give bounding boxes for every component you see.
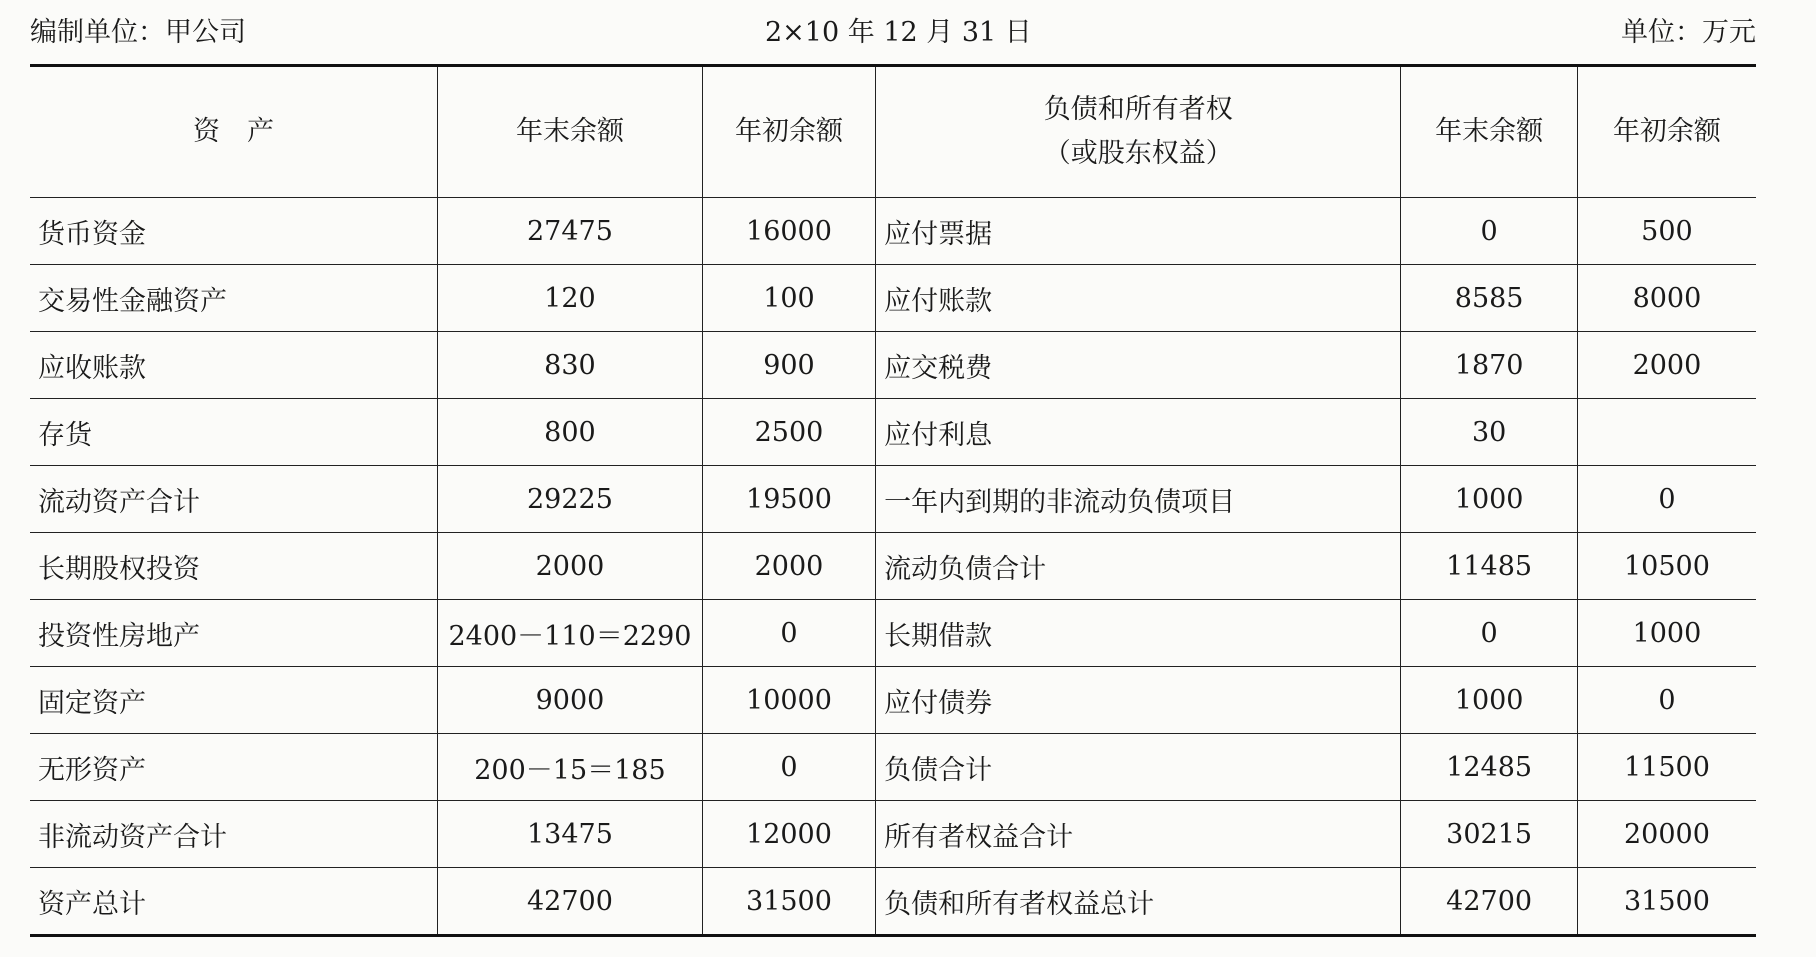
liability-name: 应付债券 <box>876 667 1401 734</box>
header-liabilities-equity <box>876 66 1401 198</box>
table-row <box>30 868 1756 936</box>
currency-unit: 单位：万元 <box>1621 17 1756 48</box>
liability-begin-balance: 1000 <box>1577 600 1756 667</box>
liability-end-balance: 0 <box>1401 600 1577 667</box>
liability-end-balance: 42700 <box>1401 868 1577 936</box>
asset-end-balance: 29225 <box>438 466 703 533</box>
liability-begin-balance: 10500 <box>1577 533 1756 600</box>
liability-name: 应付利息 <box>876 399 1401 466</box>
asset-end-balance: 9000 <box>438 667 703 734</box>
asset-end-balance: 13475 <box>438 801 703 868</box>
header-begin-balance-2: 年初余额 <box>1577 66 1756 198</box>
liability-begin-balance: 20000 <box>1577 801 1756 868</box>
asset-name: 交易性金融资产 <box>30 265 438 332</box>
liability-begin-balance: 8000 <box>1577 265 1756 332</box>
asset-end-balance: 42700 <box>438 868 703 936</box>
liability-name: 负债合计 <box>876 734 1401 801</box>
document-header <box>30 10 1756 52</box>
asset-end-balance: 27475 <box>438 198 703 265</box>
header-end-balance: 年末余额 <box>438 66 703 198</box>
asset-begin-balance: 31500 <box>702 868 875 936</box>
header-assets: 资 产 <box>30 66 438 198</box>
asset-name: 固定资产 <box>30 667 438 734</box>
liability-end-balance: 30 <box>1401 399 1577 466</box>
liability-begin-balance: 2000 <box>1577 332 1756 399</box>
liability-begin-balance <box>1577 399 1756 466</box>
report-date: 2×10 年 12 月 31 日 <box>765 17 1032 48</box>
liability-name: 应付票据 <box>876 198 1401 265</box>
asset-name: 资产总计 <box>30 868 438 936</box>
asset-end-balance: 2400－110＝2290 <box>438 600 703 667</box>
liability-name: 一年内到期的非流动负债项目 <box>876 466 1401 533</box>
asset-begin-balance: 0 <box>702 734 875 801</box>
liability-begin-balance: 0 <box>1577 466 1756 533</box>
table-row <box>30 667 1756 734</box>
liability-end-balance: 12485 <box>1401 734 1577 801</box>
header-end-balance-2: 年末余额 <box>1401 66 1577 198</box>
table-row <box>30 533 1756 600</box>
asset-end-balance: 800 <box>438 399 703 466</box>
table-row <box>30 198 1756 265</box>
asset-begin-balance: 900 <box>702 332 875 399</box>
table-row <box>30 265 1756 332</box>
balance-sheet-table <box>30 64 1756 937</box>
liability-name: 所有者权益合计 <box>876 801 1401 868</box>
liability-name: 负债和所有者权益总计 <box>876 868 1401 936</box>
header-liabilities-line2: （或股东权益） <box>1043 138 1233 169</box>
asset-begin-balance: 10000 <box>702 667 875 734</box>
liability-name: 流动负债合计 <box>876 533 1401 600</box>
table-row <box>30 801 1756 868</box>
liability-begin-balance: 11500 <box>1577 734 1756 801</box>
table-row <box>30 466 1756 533</box>
liability-end-balance: 30215 <box>1401 801 1577 868</box>
asset-begin-balance: 19500 <box>702 466 875 533</box>
header-liabilities-line1: 负债和所有者权 <box>1043 94 1233 125</box>
liability-end-balance: 1870 <box>1401 332 1577 399</box>
liability-name: 应交税费 <box>876 332 1401 399</box>
asset-begin-balance: 100 <box>702 265 875 332</box>
asset-name: 无形资产 <box>30 734 438 801</box>
asset-name: 存货 <box>30 399 438 466</box>
header-begin-balance: 年初余额 <box>702 66 875 198</box>
liability-begin-balance: 0 <box>1577 667 1756 734</box>
table-header-row <box>30 66 1756 198</box>
table-row <box>30 734 1756 801</box>
liability-name: 应付账款 <box>876 265 1401 332</box>
liability-end-balance: 0 <box>1401 198 1577 265</box>
asset-begin-balance: 16000 <box>702 198 875 265</box>
asset-begin-balance: 12000 <box>702 801 875 868</box>
asset-end-balance: 830 <box>438 332 703 399</box>
asset-name: 货币资金 <box>30 198 438 265</box>
liability-end-balance: 1000 <box>1401 667 1577 734</box>
asset-name: 应收账款 <box>30 332 438 399</box>
asset-name: 投资性房地产 <box>30 600 438 667</box>
liability-begin-balance: 31500 <box>1577 868 1756 936</box>
table-row <box>30 399 1756 466</box>
asset-name: 非流动资产合计 <box>30 801 438 868</box>
asset-begin-balance: 0 <box>702 600 875 667</box>
asset-name: 长期股权投资 <box>30 533 438 600</box>
asset-end-balance: 120 <box>438 265 703 332</box>
asset-begin-balance: 2500 <box>702 399 875 466</box>
table-row <box>30 332 1756 399</box>
liability-end-balance: 11485 <box>1401 533 1577 600</box>
liability-end-balance: 1000 <box>1401 466 1577 533</box>
liability-end-balance: 8585 <box>1401 265 1577 332</box>
preparer-label: 编制单位：甲公司 <box>30 17 246 48</box>
table-row <box>30 600 1756 667</box>
asset-name: 流动资产合计 <box>30 466 438 533</box>
liability-begin-balance: 500 <box>1577 198 1756 265</box>
table-body <box>30 198 1756 936</box>
asset-begin-balance: 2000 <box>702 533 875 600</box>
asset-end-balance: 200－15＝185 <box>438 734 703 801</box>
liability-name: 长期借款 <box>876 600 1401 667</box>
asset-end-balance: 2000 <box>438 533 703 600</box>
